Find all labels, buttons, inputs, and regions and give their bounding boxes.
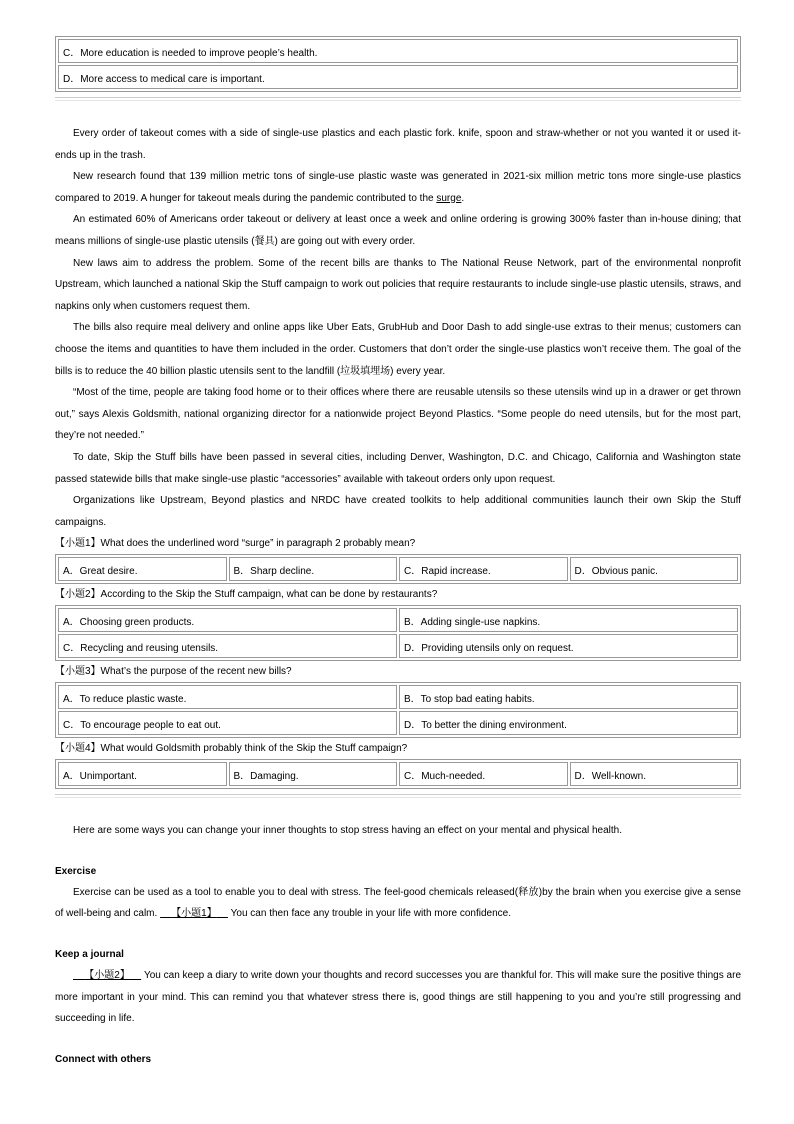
heading-connect: Connect with others: [55, 1053, 152, 1065]
q3-option-c[interactable]: C．To encourage people to eat out.: [58, 711, 397, 735]
option-d[interactable]: D．More access to medical care is important.: [58, 65, 738, 89]
blank-1[interactable]: 【小题1】: [171, 908, 217, 920]
question-2-stem: 【小题2】According to the Skip the Stuff campaign, what can be done by restaurants?: [55, 589, 438, 601]
q4-option-b[interactable]: B．Damaging.: [229, 762, 398, 786]
q4-option-c[interactable]: C．Much-needed.: [399, 762, 568, 786]
paragraph-8: Organizations like Upstream, Beyond plastics and NRDC have created toolkits to help additional communities launch their own Skip the Stuff campaigns.: [55, 495, 741, 528]
heading-exercise: Exercise: [55, 865, 97, 877]
q3-option-a[interactable]: A．To reduce plastic waste.: [58, 685, 397, 709]
q2-option-b[interactable]: B．Adding single-use napkins.: [399, 608, 738, 632]
paragraph-1: Every order of takeout comes with a side of single-use plastics and each plastic fork. knife, spoon and straw-whether or not you wanted it or used it-ends up in the trash.: [55, 128, 741, 161]
question-3-stem: 【小题3】What’s the purpose of the recent new bills?: [55, 666, 292, 678]
option-c[interactable]: C．More education is needed to improve people’s health.: [58, 39, 738, 63]
q1-option-a[interactable]: A．Great desire.: [58, 557, 227, 581]
q3-option-d[interactable]: D．To better the dining environment.: [399, 711, 738, 735]
question-1-stem: 【小题1】What does the underlined word “surge” in paragraph 2 probably mean?: [55, 538, 416, 550]
q1-option-c[interactable]: C．Rapid increase.: [399, 557, 568, 581]
passage-2-intro: Here are some ways you can change your inner thoughts to stop stress having an effect on your mental and physical health.: [73, 825, 623, 837]
q4-option-d[interactable]: D．Well-known.: [570, 762, 739, 786]
reading-passage-2: [55, 820, 741, 1070]
q4-option-a[interactable]: A．Unimportant.: [58, 762, 227, 786]
q2-option-c[interactable]: C．Recycling and reusing utensils.: [58, 634, 397, 658]
q1-option-d[interactable]: D．Obvious panic.: [570, 557, 739, 581]
question-4-stem: 【小题4】What would Goldsmith probably think of the Skip the Stuff campaign?: [55, 743, 408, 755]
question-4-options: [55, 759, 741, 789]
previous-question-options: [55, 36, 741, 92]
question-3-options: [55, 682, 741, 738]
reading-passage-1: [55, 123, 741, 533]
question-2-options: [55, 605, 741, 661]
paragraph-2: New research found that 139 million metric tons of single-use plastic waste was generated in 2021-six million metric tons more single-use plastics compared to 2019. A hunger for takeout meals during the pandemic contributed to the surge.: [55, 171, 741, 204]
worksheet-page: [55, 36, 741, 1070]
blank-2[interactable]: 【小题2】: [84, 970, 130, 982]
paragraph-6: “Most of the time, people are taking food home or to their offices where there are reusable utensils so these utensils wind up in a drawer or get thrown out,” says Alexis Goldsmith, national organizing director for a nationwide project Beyond Plastics. “Some people do need utensils, but for the most part, they’re not needed.”: [55, 387, 741, 442]
underlined-word: surge: [436, 192, 462, 204]
paragraph-7: To date, Skip the Stuff bills have been passed in several cities, including Denver, Washington, D.C. and Chicago, California and Washington state passed statewide bills that make single-use plastic “accessories” available with takeout orders only upon request.: [55, 451, 741, 485]
question-1-options: [55, 554, 741, 584]
journal-paragraph: 【小题2】 You can keep a diary to write down your thoughts and record successes you are thankful for. This will make sure the positive things are more important in your mind. This can remind you that whatever stress there is, good things are still happening to you and you’re still progressing and succeeding in life.: [55, 970, 742, 1025]
paragraph-5: The bills also require meal delivery and online apps like Uber Eats, GrubHub and Door Dash to add single-use extras to their menus; customers can choose the items and quantities to have them included in the order. Customers that don’t order the single-use plastics won’t receive them. The goal of the bills is to reduce the 40 billion plastic utensils sent to the landfill (垃圾填埋场) every year.: [55, 322, 741, 377]
q3-option-b[interactable]: B．To stop bad eating habits.: [399, 685, 738, 709]
exercise-paragraph: Exercise can be used as a tool to enable you to deal with stress. The feel-good chemicals released(释放)by the brain when you exercise give a sense of well-being and calm. 【小题1】 You can then face any trouble in your life with more confidence.: [55, 886, 741, 920]
q2-option-a[interactable]: A．Choosing green products.: [58, 608, 397, 632]
paragraph-3: An estimated 60% of Americans order takeout or delivery at least once a week and online ordering is growing 300% faster than in-house dining; that means millions of single-use plastic utensils (餐具) are going out with every order.: [55, 214, 741, 247]
heading-journal: Keep a journal: [55, 949, 124, 961]
paragraph-4: New laws aim to address the problem. Some of the recent bills are thanks to The National Reuse Network, part of the environmental nonprofit Upstream, which launched a national Skip the Stuff campaign to work out policies that require restaurants to include single-use plastic utensils, straws, and napkins only when customers request them.: [55, 257, 741, 312]
q1-option-b[interactable]: B．Sharp decline.: [229, 557, 398, 581]
q2-option-d[interactable]: D．Providing utensils only on request.: [399, 634, 738, 658]
